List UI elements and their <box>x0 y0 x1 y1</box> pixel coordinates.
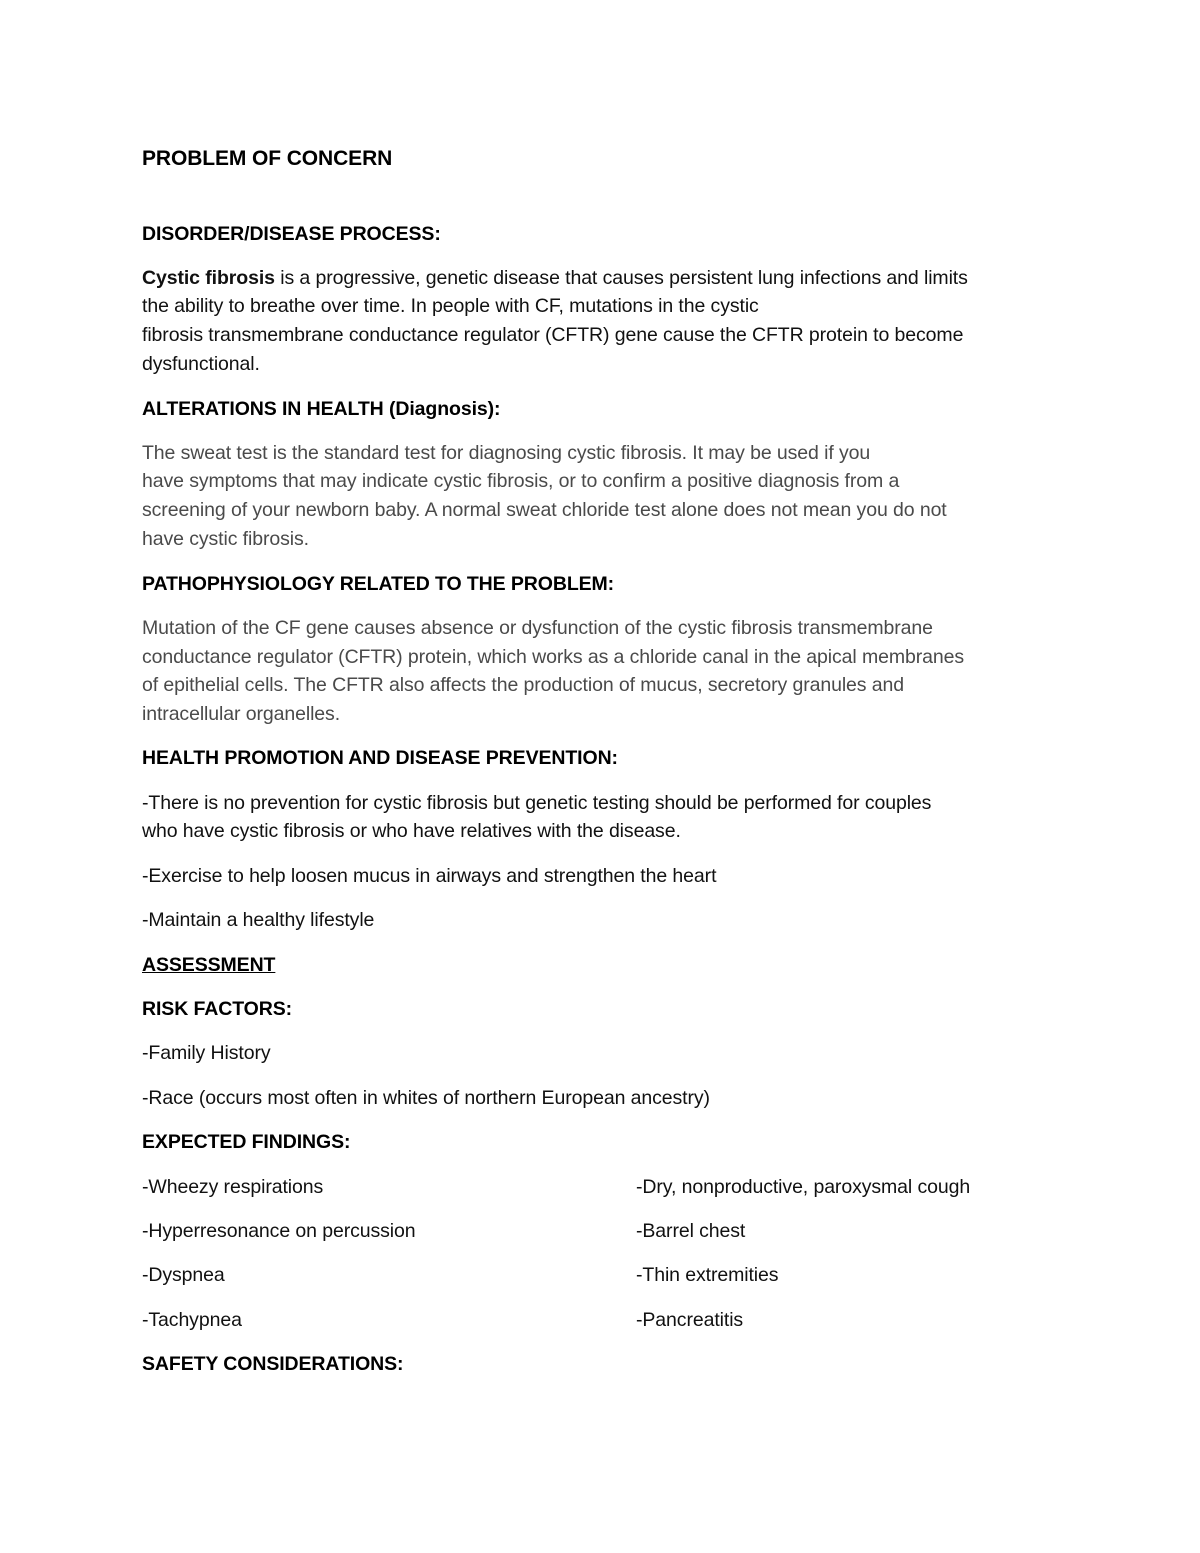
risk-factor-item: -Family History <box>142 1042 271 1064</box>
disorder-bold-term: Cystic fibrosis <box>142 267 275 289</box>
alterations-text-line: have cystic fibrosis. <box>142 528 309 550</box>
disorder-text-line <box>142 266 968 290</box>
disorder-text-line: fibrosis transmembrane conductance regulator (CFTR) gene cause the CFTR protein to become <box>142 324 964 346</box>
finding-right-item: -Thin extremities <box>636 1264 779 1286</box>
section-heading-disorder: DISORDER/DISEASE PROCESS: <box>142 223 441 245</box>
finding-left-item: -Hyperresonance on percussion <box>142 1220 416 1242</box>
alterations-text-line: screening of your newborn baby. A normal sweat chloride test alone does not mean you do not <box>142 499 947 521</box>
pathophysiology-text-line: Mutation of the CF gene causes absence or dysfunction of the cystic fibrosis transmembrane <box>142 617 933 639</box>
finding-left-item: -Wheezy respirations <box>142 1176 324 1198</box>
finding-left-item: -Dyspnea <box>142 1264 225 1286</box>
finding-right-item: -Pancreatitis <box>636 1309 744 1331</box>
page-title: PROBLEM OF CONCERN <box>142 147 393 170</box>
section-heading-pathophysiology: PATHOPHYSIOLOGY RELATED TO THE PROBLEM: <box>142 573 615 595</box>
pathophysiology-text-line: intracellular organelles. <box>142 703 341 725</box>
health-promotion-item: -There is no prevention for cystic fibrosis but genetic testing should be performed for couples <box>142 792 932 814</box>
disorder-line1-rest: is a progressive, genetic disease that causes persistent lung infections and limits <box>274 267 968 289</box>
pathophysiology-text-line: of epithelial cells. The CFTR also affects the production of mucus, secretory granules and <box>142 674 905 696</box>
health-promotion-item: -Exercise to help loosen mucus in airways and strengthen the heart <box>142 865 717 887</box>
finding-right-item: -Dry, nonproductive, paroxysmal cough <box>636 1176 971 1198</box>
risk-factor-item: -Race (occurs most often in whites of northern European ancestry) <box>142 1087 710 1109</box>
disorder-text-line: the ability to breathe over time. In people with CF, mutations in the cystic <box>142 295 759 317</box>
pathophysiology-text-line: conductance regulator (CFTR) protein, which works as a chloride canal in the apical membranes <box>142 646 965 668</box>
health-promotion-item: who have cystic fibrosis or who have relatives with the disease. <box>142 820 681 842</box>
section-heading-risk-factors: RISK FACTORS: <box>142 998 293 1020</box>
section-heading-alterations: ALTERATIONS IN HEALTH (Diagnosis): <box>142 398 501 420</box>
disorder-text-line: dysfunctional. <box>142 353 260 375</box>
alterations-text-line: have symptoms that may indicate cystic fibrosis, or to confirm a positive diagnosis from a <box>142 470 900 492</box>
finding-right-item: -Barrel chest <box>636 1220 746 1242</box>
finding-left-item: -Tachypnea <box>142 1309 242 1331</box>
section-heading-assessment: ASSESSMENT <box>142 954 276 976</box>
section-heading-safety: SAFETY CONSIDERATIONS: <box>142 1353 404 1375</box>
alterations-text-line: The sweat test is the standard test for diagnosing cystic fibrosis. It may be used if you <box>142 442 871 464</box>
section-heading-expected-findings: EXPECTED FINDINGS: <box>142 1131 351 1153</box>
health-promotion-item: -Maintain a healthy lifestyle <box>142 909 375 931</box>
section-heading-health-promotion: HEALTH PROMOTION AND DISEASE PREVENTION: <box>142 747 618 769</box>
